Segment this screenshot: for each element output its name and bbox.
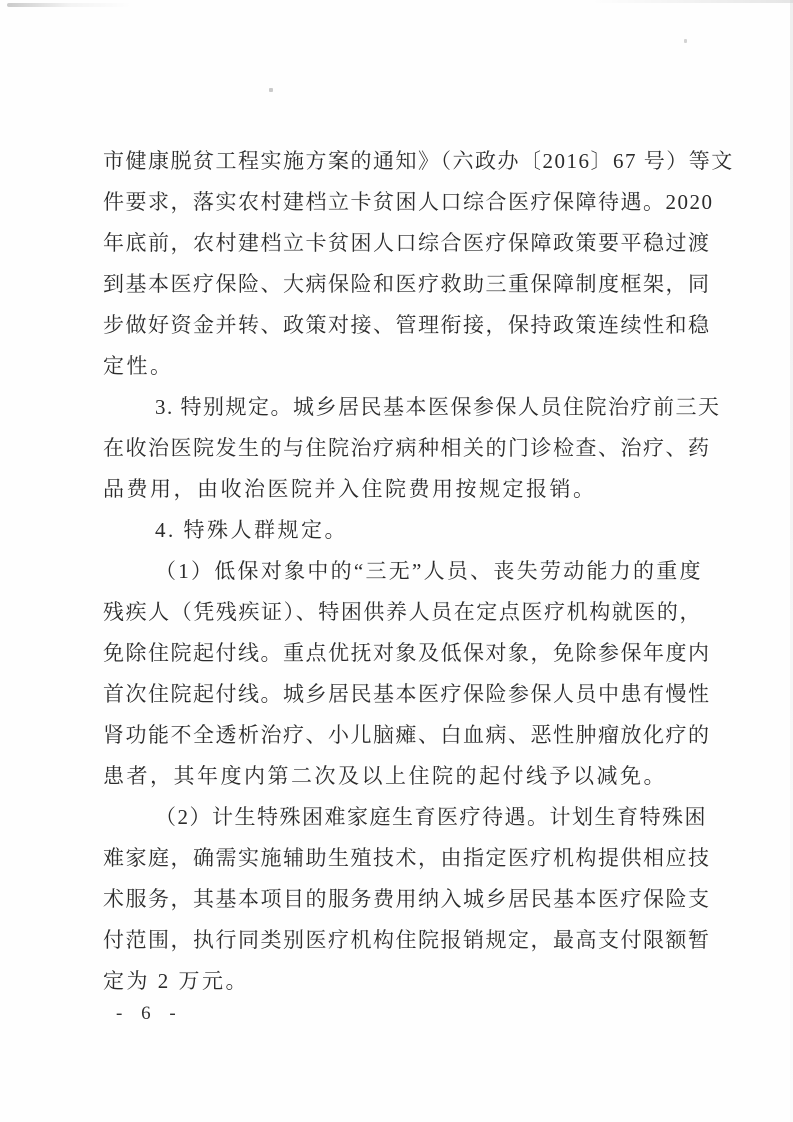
text-line: 免除住院起付线。重点优抚对象及低保对象，免除参保年度内 (103, 641, 711, 665)
scan-artifact-smudge (590, 0, 793, 3)
text-line: 难家庭，确需实施辅助生殖技术，由指定医疗机构提供相应技 (103, 846, 711, 870)
text-line: 肾功能不全透析治疗、小儿脑瘫、白血病、恶性肿瘤放化疗的 (103, 723, 711, 747)
text-line: 件要求，落实农村建档立卡贫困人口综合医疗保障待遇。2020 (103, 190, 714, 214)
text-line: 付范围，执行同类别医疗机构住院报销规定，最高支付限额暂 (103, 928, 711, 952)
text-line: 定性。 (103, 354, 174, 378)
text-line: 首次住院起付线。城乡居民基本医疗保险参保人员中患有慢性 (103, 682, 711, 706)
text-line: 定为 2 万元。 (103, 969, 249, 993)
text-line: （2）计生特殊困难家庭生育医疗待遇。计划生育特殊困 (155, 805, 707, 829)
text-line: 年底前，农村建档立卡贫困人口综合医疗保障政策要平稳过渡 (103, 231, 711, 255)
text-line: 步做好资金并转、政策对接、管理衔接，保持政策连续性和稳 (103, 313, 711, 337)
scan-artifact-speck (684, 39, 687, 43)
document-text-block (103, 141, 734, 1002)
text-line: 到基本医疗保险、大病保险和医疗救助三重保障制度框架，同 (103, 272, 711, 296)
text-line: 4. 特殊人群规定。 (155, 518, 348, 542)
page-number: - 6 - (116, 1003, 183, 1024)
text-line: 术服务，其基本项目的服务费用纳入城乡居民基本医疗保险支 (103, 887, 711, 911)
text-line: 品费用，由收治医院并入住院费用按规定报销。 (103, 477, 597, 501)
text-line: 残疾人（凭残疾证）、特困供养人员在定点医疗机构就医的， (103, 600, 702, 624)
text-line: 3. 特别规定。城乡居民基本医保参保人员住院治疗前三天 (155, 395, 721, 419)
scan-artifact-smudge (7, 3, 132, 7)
scan-artifact-speck (269, 88, 273, 92)
text-line: 患者，其年度内第二次及以上住院的起付线予以减免。 (103, 764, 667, 788)
text-line: 在收治医院发生的与住院治疗病种相关的门诊检查、治疗、药 (103, 436, 711, 460)
text-line: 市健康脱贫工程实施方案的通知》（六政办〔2016〕67 号）等文 (103, 149, 734, 173)
text-line: （1）低保对象中的“三无”人员、丧失劳动能力的重度 (155, 559, 702, 583)
